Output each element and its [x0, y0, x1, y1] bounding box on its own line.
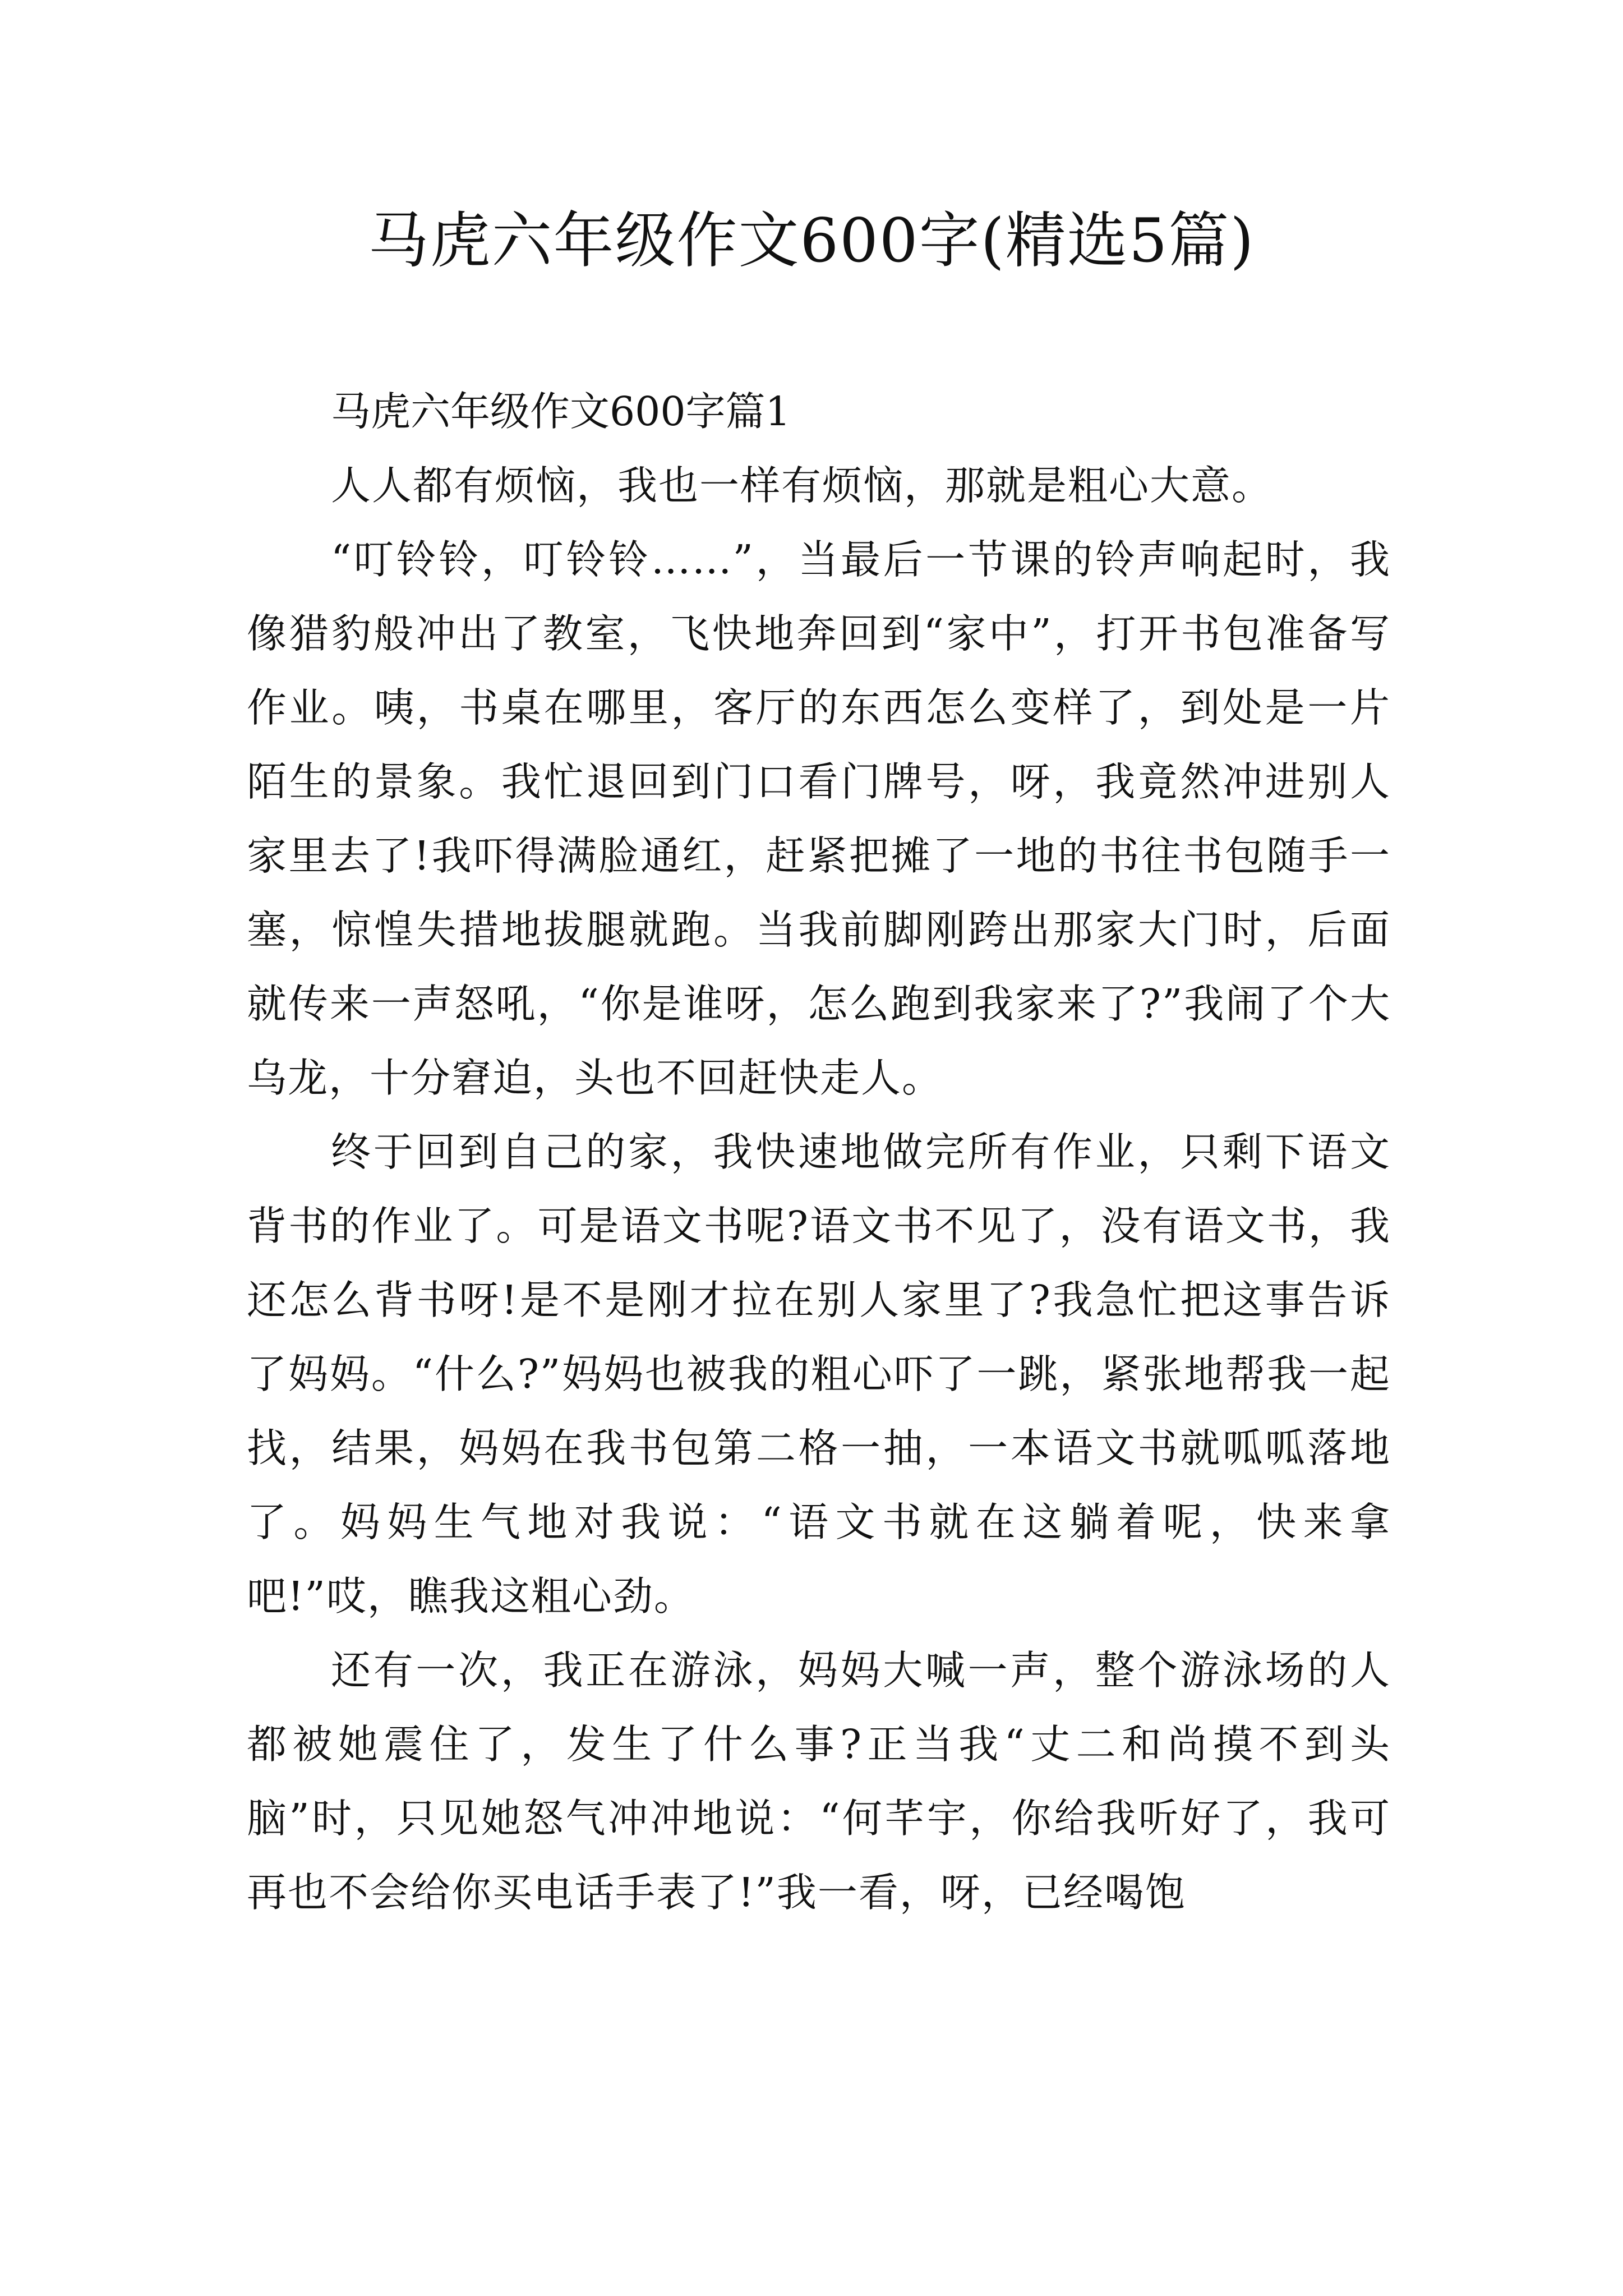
paragraph-2: “叮铃铃，叮铃铃……”，当最后一节课的铃声响起时，我像猎豹般冲出了教室，飞快地奔回到“家中”，打开书包准备写作业。咦，书桌在哪里，客厅的东西怎么变样了，到处是一片陌生的景象。我忙退回到门口看门牌号，呀，我竟然冲进别人家里去了!我吓得满脸通红，赶紧把摊了一地的书往书包随手一塞，惊惶失措地拔腿就跑。当我前脚刚跨出那家大门时，后面就传来一声怒吼，“你是谁呀，怎么跑到我家来了?”我闹了个大乌龙，十分窘迫，头也不回赶快走人。	[247, 536, 1391, 1101]
document-body	[247, 375, 1391, 1930]
paragraph-3: 终于回到自己的家，我快速地做完所有作业，只剩下语文背书的作业了。可是语文书呢?语文书不见了，没有语文书，我还怎么背书呀!是不是刚才拉在别人家里了?我急忙把这事告诉了妈妈。“什么?”妈妈也被我的粗心吓了一跳，紧张地帮我一起找，结果，妈妈在我书包第二格一抽，一本语文书就呱呱落地了。妈妈生气地对我说：“语文书就在这躺着呢，快来拿吧!”哎，瞧我这粗心劲。	[247, 1129, 1391, 1619]
document-title: 马虎六年级作文600字(精选5篇)	[368, 206, 1255, 276]
paragraph-1: 人人都有烦恼，我也一样有烦恼，那就是粗心大意。	[331, 462, 1273, 509]
section-heading: 马虎六年级作文600字篇1	[331, 388, 791, 435]
paragraph-4: 还有一次，我正在游泳，妈妈大喊一声，整个游泳场的人都被她震住了，发生了什么事?正当我“丈二和尚摸不到头脑”时，只见她怒气冲冲地说：“何芊宇，你给我听好了，我可再也不会给你买电话手表了!”我一看，呀，已经喝饱	[247, 1647, 1391, 1916]
